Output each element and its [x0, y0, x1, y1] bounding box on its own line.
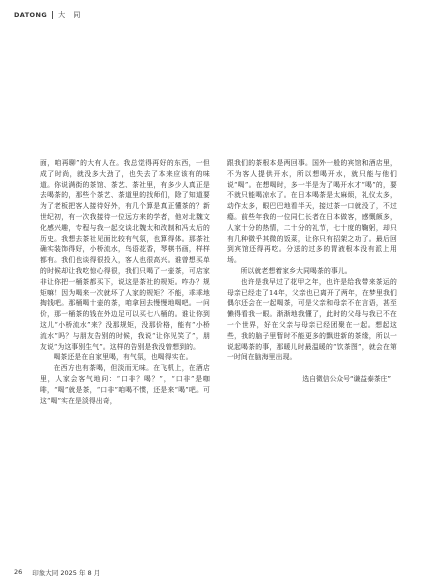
paragraph: 面，咱再聊”的大有人在。我总觉得再好的东西，一但成了时尚，就没多大劲了，也失去了本来应该有的味道。你说满街的茶馆、茶艺、茶社里，有多少人真正是去喝茶的，那些个茶艺、茶道里的找师们，除了知道要为了老板把客人接待好外，有几个算是真正懂茶的？新世纪初，有一次我接待一位远方来的学者，他对北魏文化感兴趣，专程与我一起交谈北魏太和改制和冯太后的历史。我想去茶社见面比较有气氛，也算得体。那茶社确实装饰得好，小桥流水，鸟语花香，琴棋书画，样样都有。我们也谈得很投入，客人也很高兴。谁曾想买单的时候却让我吃惊心得很，我们只喝了一壶茶，可店家非让你把一桶茶都买下，说这是茶社的规矩。咋办？规矩嘛！因为喝来一次就坏了人家的规矩？不能，乖乖地掏钱吧。那桶喝十壶的茶，咱拿回去慢慢地喝吧。一问价，那一桶茶的钱在外边足可以买七八桶的。谁让你到这儿“小桥流水”来？没那规矩，没那价格，能有“小桥流水”吗？与朋友告别的时候，我说“让你见笑了”，朋友说“为这事别生气”。这样的告别是我没曾想到的。: [40, 159, 210, 351]
running-header: [14, 10, 83, 20]
header-brand-en: DATONG: [14, 11, 48, 19]
paragraph: 跟我们的茶根本是两回事。国外一般的宾馆和酒店里，不为客人提供开水，所以想喝开水，就只能与他们说“喝”。在想喝时，多一半是为了喝开水才“喝”的，要不就只能喝凉水了。在日本喝茶是太麻烦，礼仪太多，动作太多，眼巴巴地看半天，接过茶一口就没了，不过瘾。前些年我的一位同仁长者在日本做客，感慨颇多，人家十分的热情，二十分的礼节，七十度的鞠躬，却只有几种微乎其微的饭菜，让你只有招架之功了。最后回到宾馆还得再吃。分送的过多的胃液根本没有派上用场。: [227, 159, 397, 265]
publication-info: 印象大同 2025 年 8 月: [32, 569, 101, 577]
page-footer: [14, 568, 100, 577]
source-credit: 选自微信公众号“谦益泰茶庄”: [302, 375, 391, 384]
header-brand-zh: 大 同: [58, 11, 84, 19]
paragraph: 也许是我早过了花甲之年，也许是给我带来茶运的母亲已经走了14年，父亲也已离开了两年，在梦里我们偶尔还会在一起喝茶，可是父亲和母亲不在言语，甚至懒得看我一眼。渐渐地我懂了，此时的父母与我已不在一个世界，好在父亲与母亲已经团聚在一起。想起这些，我的脑子里暂时不能更多的飘进新的茶缘，所以一说起喝茶的事，那暖儿时最温暖的“饮茶图”，就会在第一时间在脑海里出现。: [227, 277, 397, 362]
page-number: 26: [14, 568, 23, 576]
left-column: [40, 158, 210, 562]
right-column: [227, 158, 397, 562]
header-divider: [52, 11, 53, 19]
paragraph: 在西方也有茶喝，但淡而无味。在飞机上，在酒店里，人家会客气地问：“口非？喝？”，“口非”是咖啡，“喝”就是茶，“口非”咱喝不惯，还是来“喝”吧。可这“喝”实在是淡得出奇，: [40, 364, 210, 405]
paragraph: 喝茶还是在自家里喝，有气氛，也喝得实在。: [53, 353, 193, 362]
article-body: [40, 158, 397, 562]
paragraph: 所以就老想着家乡大同喝茶的事儿。: [240, 266, 352, 275]
